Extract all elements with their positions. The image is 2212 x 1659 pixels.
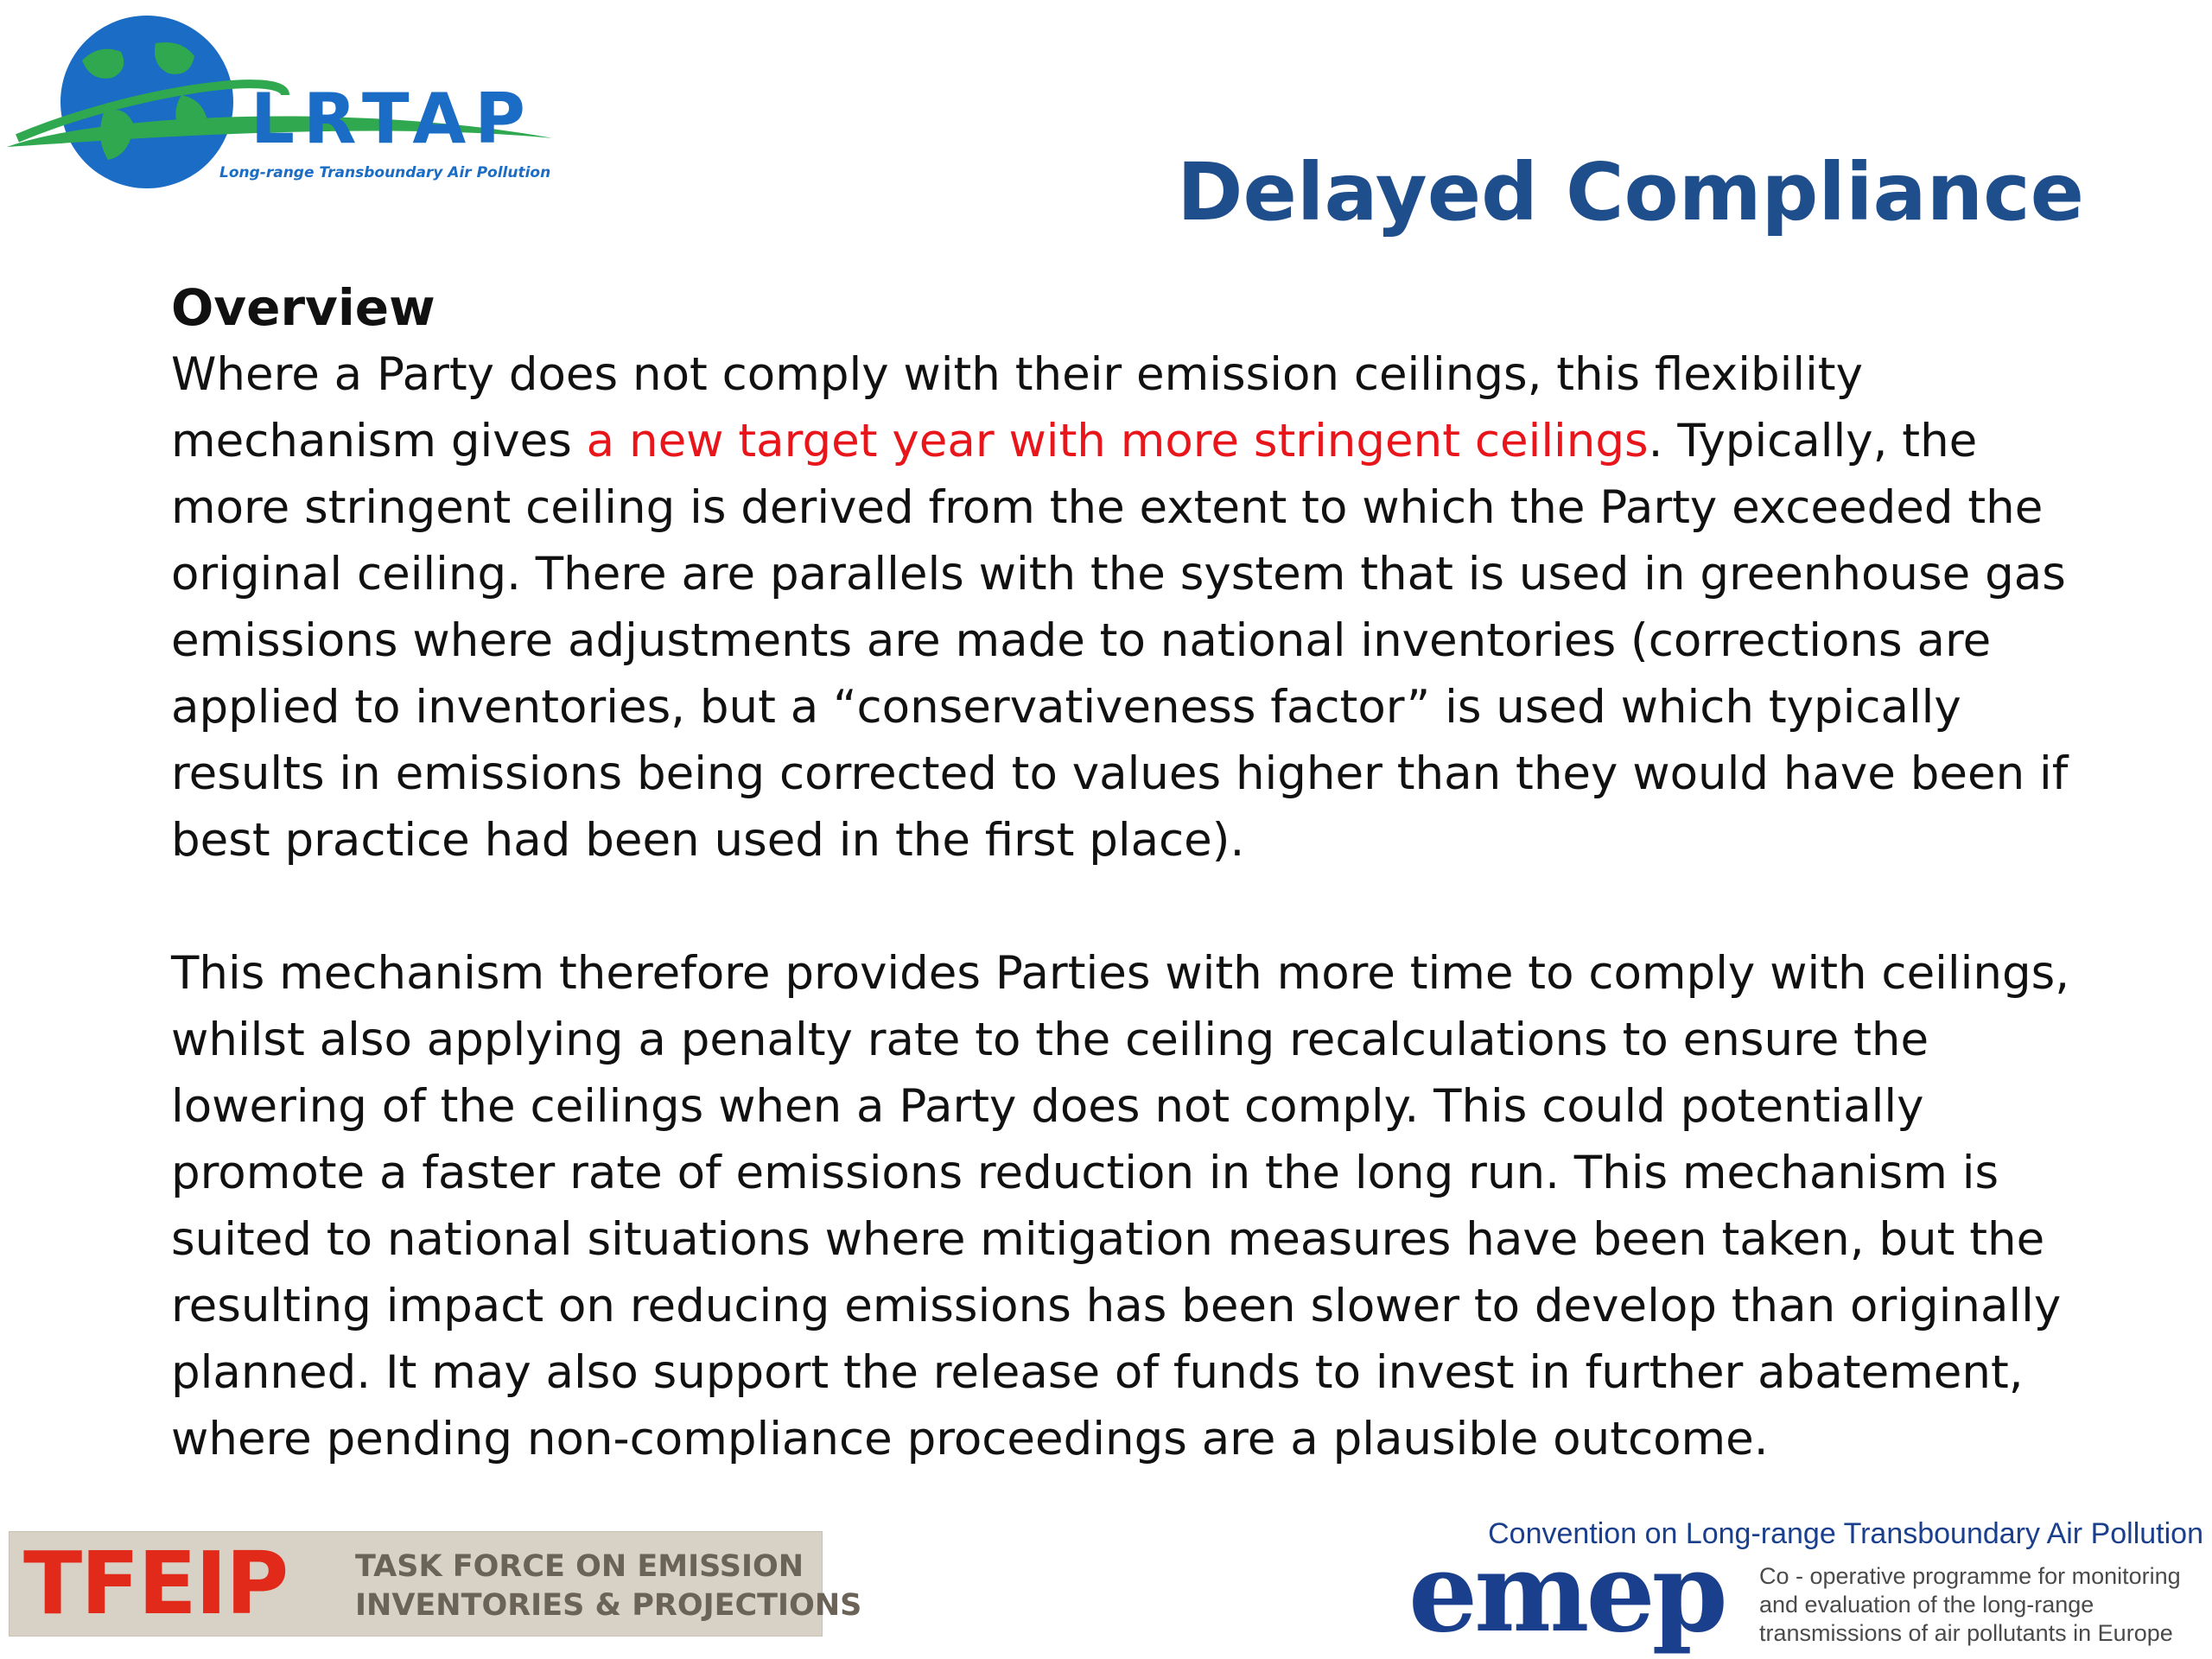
slide-title: Delayed Compliance xyxy=(1177,146,2084,238)
tfeip-caption-line-2: INVENTORIES & PROJECTIONS xyxy=(355,1588,862,1623)
emep-description-line-3: transmissions of air pollutants in Europe xyxy=(1759,1620,2173,1646)
tfeip-caption xyxy=(355,1548,861,1625)
overview-heading: Overview xyxy=(171,278,435,337)
paragraph-1 xyxy=(171,341,2098,874)
tfeip-logo xyxy=(9,1531,862,1637)
highlighted-phrase: a new target year with more stringent ceilings xyxy=(586,415,1649,467)
paragraph-2: This mechanism therefore provides Parties with more time to comply with ceilings, whilst also applying a penalty rate to the ceiling recalculations to ensure the lowering of the ceilings when a Party does not comply. This could potentially promote a faster rate of emissions reduction in the long run. This mechanism is suited to national situations where mitigation measures have been taken, but the resulting impact on reducing emissions has been slower to develop than originally planned. It may also support the release of funds to invest in further abatement, where pending non-compliance proceedings are a plausible outcome. xyxy=(171,947,2070,1465)
emep-description xyxy=(1759,1562,2181,1648)
lrtap-wordmark: LRTAP xyxy=(251,79,534,159)
emep-convention-text: Convention on Long-range Transboundary Air Pollution xyxy=(1488,1517,2203,1550)
slide-body xyxy=(171,275,2098,1472)
lrtap-subtitle: Long-range Transboundary Air Pollution xyxy=(219,164,551,181)
emep-description-line-1: Co - operative programme for monitoring xyxy=(1759,1563,2181,1589)
emep-description-line-2: and evaluation of the long-range xyxy=(1759,1592,2094,1618)
paragraph-1-text-end: . Typically, the more stringent ceiling is derived from the extent to which the Party exceeded the original ceiling. There are parallels with the system that is used in greenhouse gas emissions where adjustments are made to national inventories (corrections are applied to inventories, but a “conservativeness factor” is used which typically results in emissions being corrected to values higher than they would have been if best practice had been used in the first place). xyxy=(171,415,2069,867)
lrtap-logo xyxy=(0,9,570,199)
paragraph-1-text-start: Where a Party does not comply with their emission ceilings, this flexibility mechanism gives xyxy=(171,348,1863,467)
emep-wordmark: emep xyxy=(1408,1529,1725,1656)
tfeip-caption-line-1: TASK FORCE ON EMISSION xyxy=(355,1549,804,1584)
tfeip-wordmark: TFEIP xyxy=(23,1533,288,1634)
